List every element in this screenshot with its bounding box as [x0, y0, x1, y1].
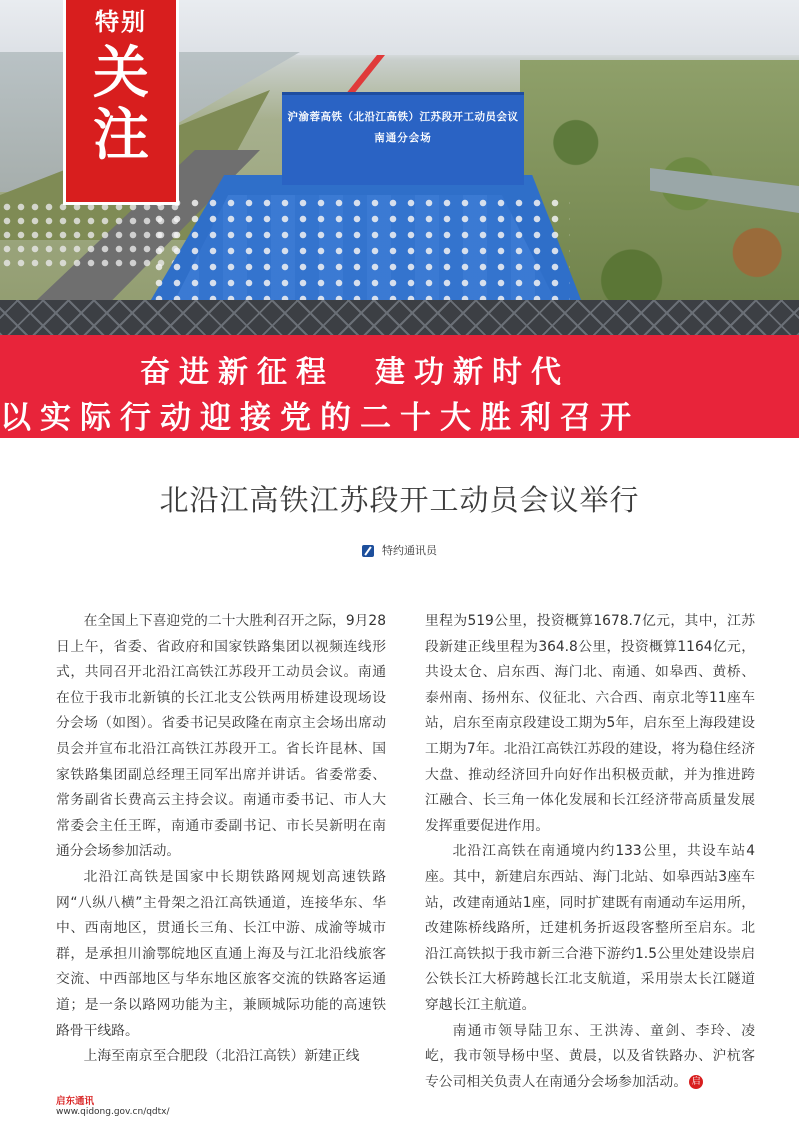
footer-brand: 启东通讯	[56, 1096, 95, 1107]
banner-slogan-b: 建功新时代	[375, 355, 570, 390]
slogan-banner	[0, 335, 799, 438]
backdrop-subtitle: 南通分会场	[374, 132, 432, 144]
paragraph: 上海至南京至合肥段（北沿江高铁）新建正线	[83, 1048, 360, 1065]
bridge-truss	[0, 300, 799, 335]
stage-backdrop	[282, 92, 524, 185]
tag-small-text: 特别	[95, 8, 147, 36]
byline-text: 特约通讯员	[382, 544, 437, 557]
attendees	[150, 195, 570, 305]
paragraph: 里程为519公里，投资概算1678.7亿元，其中，江苏段新建正线里程为364.8公里，投资概算1164亿元，共设太仓、启东西、海门北、南通、如皋西、黄桥、泰州南、扬州东、仪征北、六合西、南京北等11座车站，启东至南京段建设工期为5年，启东至上海段建设工期为7年。北沿江高铁江苏段的建设，将为稳住经济大盘、推动经济回升向好作出积极贡献，并为推进跨江融合、长三角一体化发展和长江经济带高质量发展发挥重要促进作用。	[425, 613, 755, 834]
banner-line-1	[140, 347, 570, 391]
backdrop-title: 沪渝蓉高铁（北沿江高铁）江苏段开工动员会议	[287, 111, 519, 123]
red-flags	[345, 55, 385, 95]
paragraph-text: 南通市领导陆卫东、王洪涛、童剑、李玲、凌屹，我市领导杨中坚、黄晨，以及省铁路办、沪杭客专公司相关负责人在南通分会场参加活动。	[425, 1022, 755, 1090]
banner-slogan-a: 奋进新征程	[140, 355, 335, 390]
special-focus-tag	[63, 0, 179, 205]
banner-line-2: 以实际行动迎接党的二十大胜利召开	[0, 400, 640, 436]
tag-big-char-2: 注	[93, 103, 149, 168]
tag-big-char-1: 关	[93, 41, 149, 106]
paragraph: 北沿江高铁是国家中长期铁路网规划高速铁路网“八纵八横”主骨架之沿江高铁通道，连接华东、华中、西南地区，贯通长三角、长江中游、成渝等城市群，是承担川渝鄂皖地区直通上海及与江北沿线旅客交流、中西部地区与华东地区旅客交流的铁路客运通道；是一条以路网功能为主，兼顾城际功能的高速铁路骨干线路。	[56, 868, 386, 1039]
footer-url: www.qidong.gov.cn/qdtx/	[56, 1107, 170, 1117]
article-column-left	[56, 609, 386, 1070]
article-title: 北沿江高铁江苏段开工动员会议举行	[159, 483, 640, 517]
end-mark-icon: 启	[689, 1075, 703, 1089]
paragraph: 在全国上下喜迎党的二十大胜利召开之际，9月28日上午，省委、省政府和国家铁路集团以视频连线形式，共同召开北沿江高铁江苏段开工动员会议。南通在位于我市北新镇的长江北支公铁两用桥建设现场设分会场（如图）。省委书记吴政隆在南京主会场出席动员会并宣布北沿江高铁江苏段开工。省长许昆林、国家铁路集团副总经理王同军出席并讲话。省委常委、常务副省长费高云主持会议。南通市委书记、市人大常委会主任王晖，南通市委副书记、市长吴新明在南通分会场参加活动。	[56, 613, 386, 860]
footer	[56, 1096, 170, 1118]
article-column-right	[425, 609, 755, 1095]
paragraph: 北沿江高铁在南通境内约133公里，共设车站4座。其中，新建启东西站、海门北站、如皋西站3座车站，改建南通站1座，同时扩建既有南通动车运用所，改建陈桥线路所，迁建机务折返段客整所至启东。北沿江高铁拟于我市新三合港下游约1.5公里处建设崇启公铁长江大桥跨越长江北支航道，采用崇太长江隧道穿越长江主航道。	[425, 843, 755, 1013]
pen-icon	[362, 545, 374, 557]
byline	[0, 542, 799, 558]
paragraph-last	[425, 1019, 755, 1096]
